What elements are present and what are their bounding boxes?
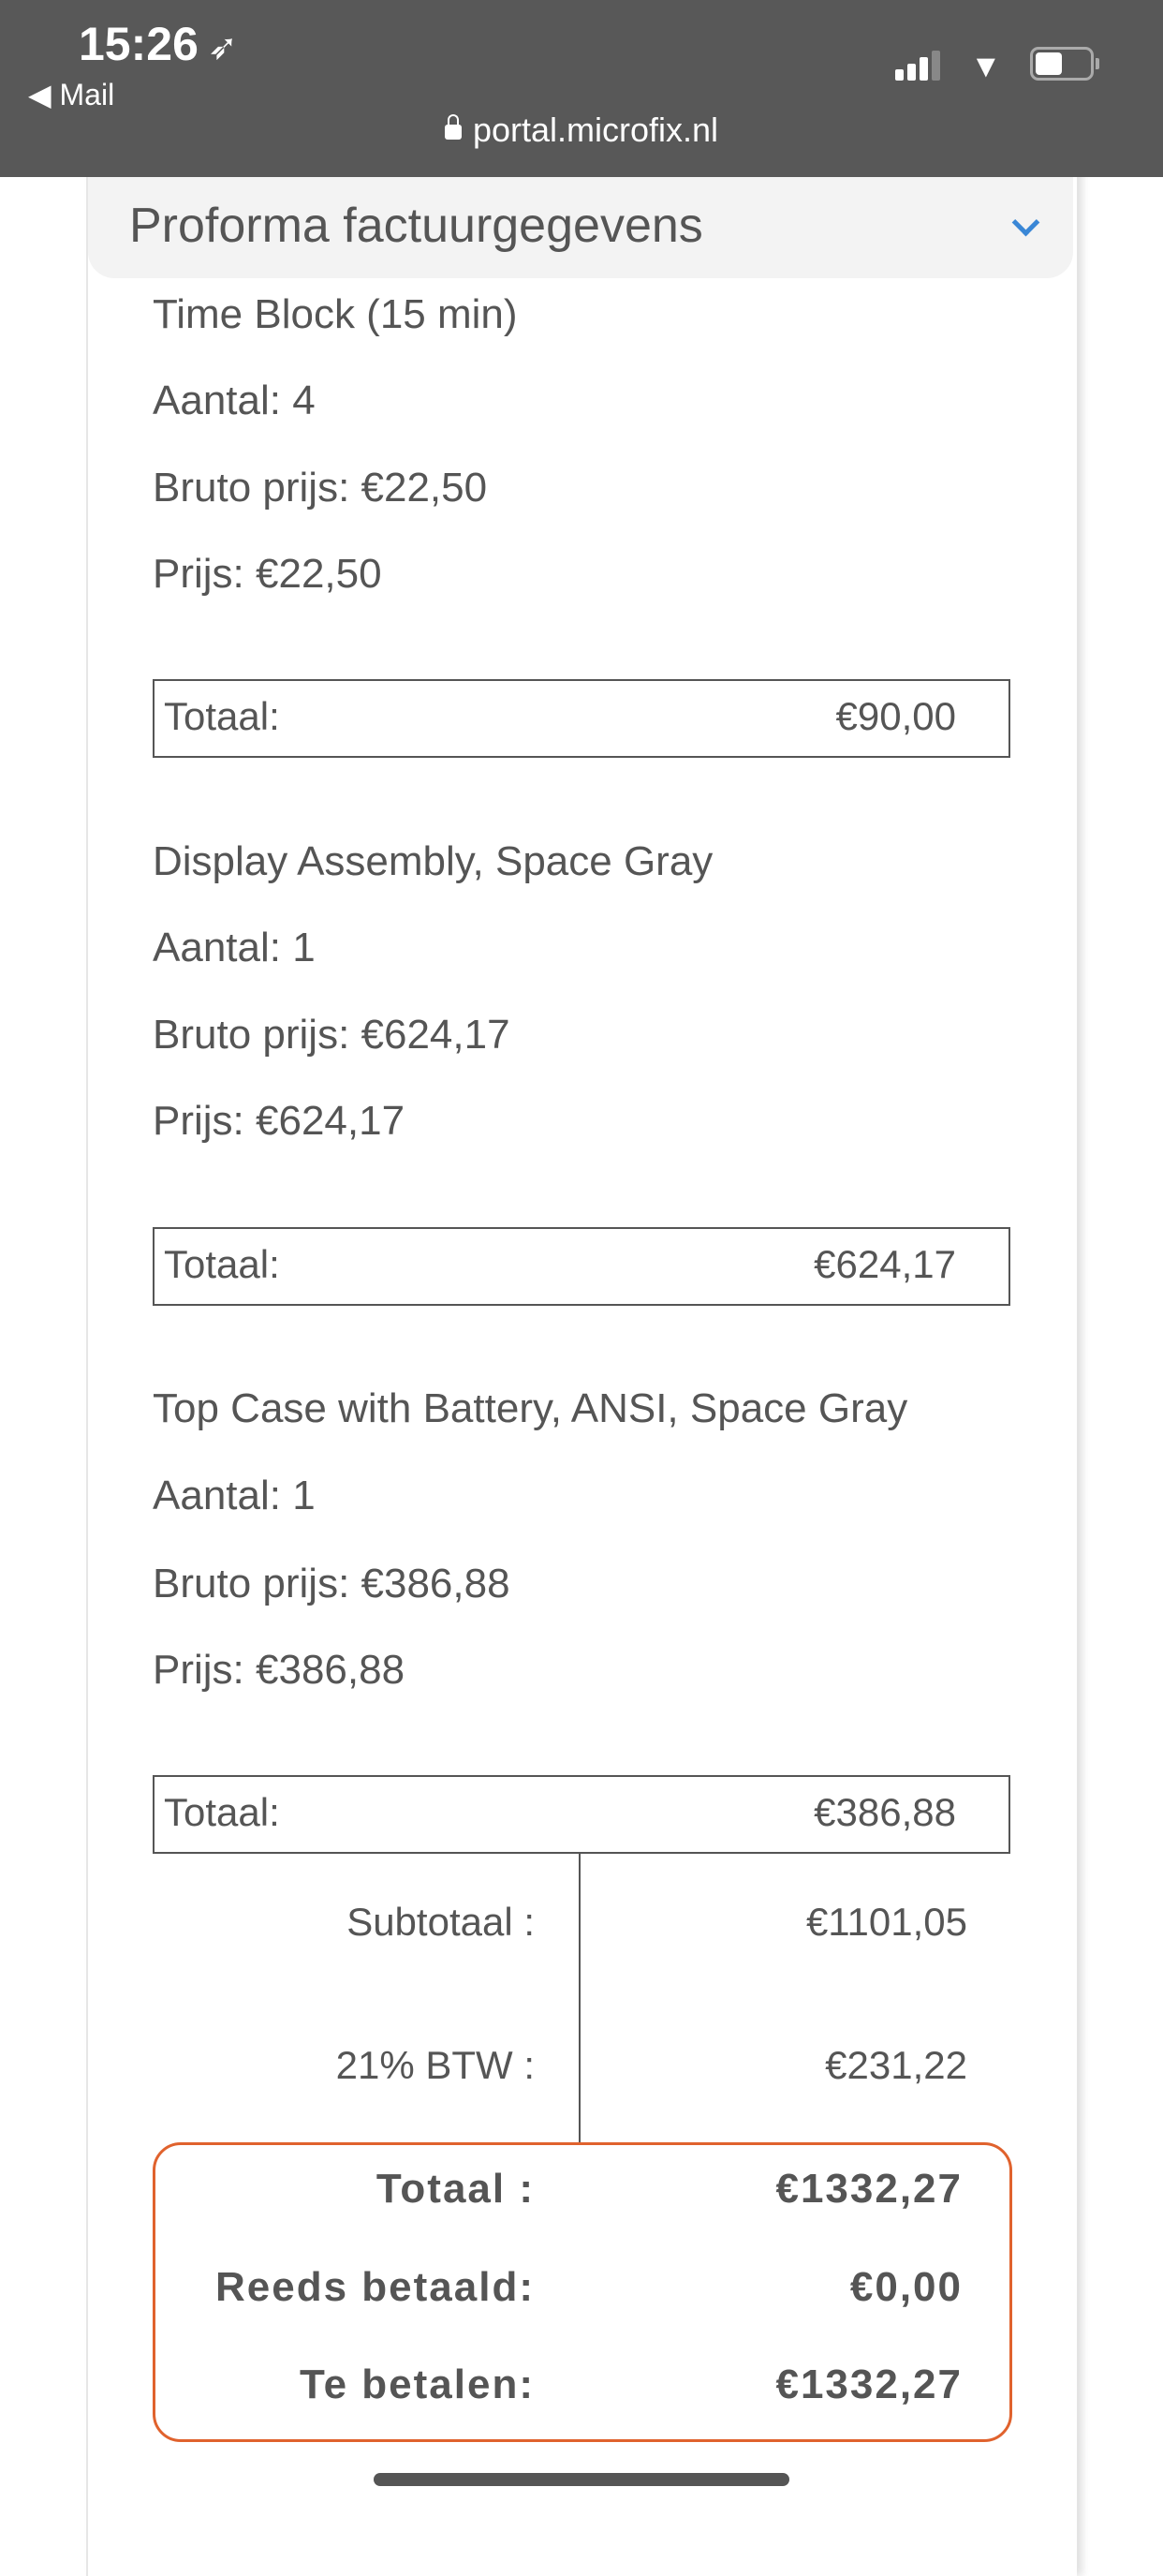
- item-total-value: €386,88: [814, 1790, 956, 1834]
- clock: 15:26: [79, 18, 199, 70]
- home-indicator[interactable]: [374, 2473, 789, 2486]
- vat-label: 21% BTW :: [335, 2043, 535, 2087]
- item-price: Prijs: €22,50: [153, 551, 382, 597]
- item-quantity: Aantal: 4: [153, 378, 316, 423]
- lock-icon: [445, 125, 462, 140]
- section-title: Proforma factuurgegevens: [129, 199, 703, 253]
- due-label: Te betalen:: [299, 2361, 535, 2407]
- subtotal-value: €1101,05: [805, 1900, 967, 1944]
- url-text: portal.microfix.nl: [472, 111, 719, 149]
- item-quantity: Aantal: 1: [153, 1473, 316, 1518]
- due-value: €1332,27: [775, 2361, 963, 2407]
- item-total-value: €624,17: [814, 1242, 956, 1286]
- total-value: €1332,27: [775, 2166, 963, 2212]
- item-name: Top Case with Battery, ANSI, Space Gray: [153, 1385, 908, 1431]
- wifi-icon: ▼: [970, 49, 1002, 84]
- address-bar[interactable]: [0, 111, 1163, 150]
- item-gross-price: Bruto prijs: €386,88: [153, 1561, 510, 1606]
- paid-value: €0,00: [849, 2264, 963, 2310]
- subtotal-label: Subtotaal :: [346, 1900, 535, 1944]
- section-header[interactable]: [88, 177, 1073, 278]
- item-total-label: Totaal:: [164, 1242, 280, 1286]
- item-total-label: Totaal:: [164, 1790, 280, 1834]
- item-name: Display Assembly, Space Gray: [153, 838, 714, 884]
- item-quantity: Aantal: 1: [153, 925, 316, 970]
- location-arrow-icon: ➶: [208, 28, 238, 67]
- status-bar: [0, 0, 1163, 177]
- battery-icon: [1030, 47, 1094, 81]
- item-total-box: [153, 1227, 1010, 1306]
- item-price: Prijs: €386,88: [153, 1647, 405, 1693]
- item-total-box: [153, 1775, 1010, 1854]
- item-total-value: €90,00: [835, 694, 956, 738]
- item-name: Time Block (15 min): [153, 291, 518, 337]
- chevron-down-icon[interactable]: [1012, 209, 1040, 237]
- vat-value: €231,22: [825, 2043, 967, 2087]
- item-total-box: [153, 679, 1010, 758]
- item-gross-price: Bruto prijs: €22,50: [153, 465, 488, 511]
- item-price: Prijs: €624,17: [153, 1098, 405, 1144]
- item-gross-price: Bruto prijs: €624,17: [153, 1012, 510, 1058]
- signal-icon: [895, 49, 940, 81]
- back-to-mail-button[interactable]: ◀ Mail: [28, 78, 115, 111]
- paid-label: Reeds betaald:: [215, 2264, 535, 2310]
- item-total-label: Totaal:: [164, 694, 280, 738]
- summary-divider: [579, 1854, 581, 2142]
- back-label: Mail: [59, 78, 115, 111]
- total-label: Totaal :: [375, 2166, 535, 2212]
